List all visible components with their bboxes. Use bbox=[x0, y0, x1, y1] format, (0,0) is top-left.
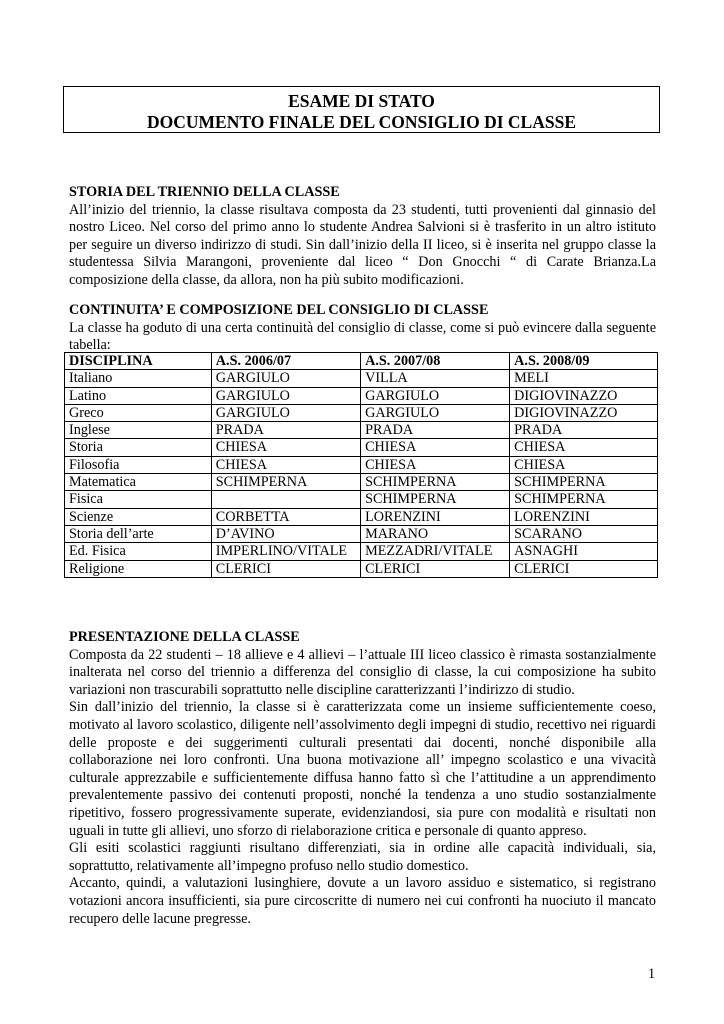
table-cell: CHIESA bbox=[510, 439, 658, 456]
document-title-box bbox=[63, 86, 660, 133]
table-row bbox=[65, 543, 658, 560]
table-row bbox=[65, 456, 658, 473]
presentazione-paragraph: Sin dall’inizio del triennio, la classe si è caratterizzata come un insieme sufficientemente coeso, motivato al lavoro scolastico, diligente nell’assolvimento degli impegni di studio, recettivo nei riguardi delle proposte e dei suggerimenti culturali presentati dai docenti, nonché disponibile alla collaborazione nei loro confronti. Una buona motivazione all’ impegno scolastico e una vivacità culturale apprezzabile e sufficientemente diffusa hanno fatto sì che l’attitudine a un apprendimento prevalentemente passivo dei contenuti proposti, nonché la tendenza a uno studio sostanzialmente ripetitivo, fossero progressivamente superate, evidenziandosi, sia pure con modalità e risultati non uguali in tutte gli allievi, uno sforzo di rielaborazione critica e personale di quanto appreso. bbox=[69, 699, 656, 839]
table-cell bbox=[211, 491, 360, 508]
table-cell: CHIESA bbox=[211, 439, 360, 456]
table-cell: MARANO bbox=[361, 525, 510, 542]
presentazione-heading: PRESENTAZIONE DELLA CLASSE bbox=[69, 629, 300, 645]
table-cell: SCHIMPERNA bbox=[211, 474, 360, 491]
table-cell: MEZZADRI/VITALE bbox=[361, 543, 510, 560]
header-cell: A.S. 2006/07 bbox=[211, 353, 360, 370]
table-cell: LORENZINI bbox=[361, 508, 510, 525]
table-cell: Fisica bbox=[65, 491, 212, 508]
table-cell: Latino bbox=[65, 387, 212, 404]
table-row bbox=[65, 387, 658, 404]
table-row bbox=[65, 525, 658, 542]
title-line-2: DOCUMENTO FINALE DEL CONSIGLIO DI CLASSE bbox=[146, 112, 576, 132]
table-cell: VILLA bbox=[361, 370, 510, 387]
table-row bbox=[65, 474, 658, 491]
table-cell: LORENZINI bbox=[510, 508, 658, 525]
table-cell: GARGIULO bbox=[361, 387, 510, 404]
table-row bbox=[65, 560, 658, 577]
table-cell: CHIESA bbox=[361, 456, 510, 473]
table-cell: SCHIMPERNA bbox=[361, 474, 510, 491]
header-cell: A.S. 2007/08 bbox=[361, 353, 510, 370]
table-cell: Storia dell’arte bbox=[65, 525, 212, 542]
storia-section bbox=[69, 184, 656, 290]
table-cell: SCHIMPERNA bbox=[361, 491, 510, 508]
header-cell: A.S. 2008/09 bbox=[510, 353, 658, 370]
table-row bbox=[65, 508, 658, 525]
table-row bbox=[65, 422, 658, 439]
table-cell: GARGIULO bbox=[361, 404, 510, 421]
table-header-row bbox=[65, 353, 658, 370]
table-cell: Scienze bbox=[65, 508, 212, 525]
table-row bbox=[65, 370, 658, 387]
page-number: 1 bbox=[648, 966, 656, 982]
table-cell: PRADA bbox=[361, 422, 510, 439]
table-cell: CHIESA bbox=[211, 456, 360, 473]
table-row bbox=[65, 404, 658, 421]
presentazione-paragraph: Gli esiti scolastici raggiunti risultano differenziati, sia in ordine alle capacità individuali, sia, soprattutto, relativamente all’impegno profuso nello studio domestico. bbox=[69, 840, 656, 874]
table-cell: Matematica bbox=[65, 474, 212, 491]
table-cell: Storia bbox=[65, 439, 212, 456]
header-cell: DISCIPLINA bbox=[65, 353, 212, 370]
table-cell: DIGIOVINAZZO bbox=[510, 404, 658, 421]
table-cell: IMPERLINO/VITALE bbox=[211, 543, 360, 560]
continuita-section bbox=[69, 302, 656, 355]
table-cell: D’AVINO bbox=[211, 525, 360, 542]
table-cell: PRADA bbox=[211, 422, 360, 439]
table-cell: CORBETTA bbox=[211, 508, 360, 525]
table-cell: ASNAGHI bbox=[510, 543, 658, 560]
table-cell: CHIESA bbox=[361, 439, 510, 456]
presentazione-section bbox=[69, 629, 656, 928]
storia-text: All’inizio del triennio, la classe risultava composta da 23 studenti, tutti provenienti dal ginnasio del nostro Liceo. Nel corso del primo anno lo studente Andrea Salvioni si è trasferito in un altro istituto per seguire un diverso indirizzo di studi. Sin dall’inizio della II liceo, si è inserita nel gruppo classe la studentessa Silvia Marangoni, proveniente dal liceo “ Don Gnocchi “ di Carate Brianza.La composizione della classe, da allora, non ha più subito modificazioni. bbox=[69, 201, 656, 288]
table-cell: CHIESA bbox=[510, 456, 658, 473]
table-cell: MELI bbox=[510, 370, 658, 387]
table-cell: CLERICI bbox=[361, 560, 510, 577]
table-body bbox=[65, 370, 658, 578]
table-row bbox=[65, 439, 658, 456]
table-cell: DIGIOVINAZZO bbox=[510, 387, 658, 404]
presentazione-paragraph: Accanto, quindi, a valutazioni lusinghiere, dovute a un lavoro assiduo e sistematico, si registrano votazioni ancora insufficienti, sia pure circoscritte di numero nei cui confronti ha nuociuto il mancato recupero delle lacune pregresse. bbox=[69, 875, 656, 927]
continuita-heading: CONTINUITA’ E COMPOSIZIONE DEL CONSIGLIO DI CLASSE bbox=[69, 302, 489, 318]
storia-heading: STORIA DEL TRIENNIO DELLA CLASSE bbox=[69, 184, 340, 200]
table-cell: Religione bbox=[65, 560, 212, 577]
continuita-text: La classe ha goduto di una certa continuità del consiglio di classe, come si può evincere dalla seguente tabella: bbox=[69, 319, 656, 354]
table-cell: Filosofia bbox=[65, 456, 212, 473]
table-cell: SCARANO bbox=[510, 525, 658, 542]
table-cell: PRADA bbox=[510, 422, 658, 439]
table-cell: GARGIULO bbox=[211, 404, 360, 421]
title-line-1: ESAME DI STATO bbox=[288, 91, 435, 111]
table-cell: Greco bbox=[65, 404, 212, 421]
table-cell: GARGIULO bbox=[211, 387, 360, 404]
table-cell: SCHIMPERNA bbox=[510, 474, 658, 491]
table-cell: Inglese bbox=[65, 422, 212, 439]
table-cell: Italiano bbox=[65, 370, 212, 387]
table-cell: CLERICI bbox=[510, 560, 658, 577]
presentazione-paragraph: Composta da 22 studenti – 18 allieve e 4 allievi – l’attuale III liceo classico è rimasta sostanzialmente inalterata nel corso del triennio a differenza del consiglio di classe, la cui composizione ha subito variazioni non trascurabili soprattutto nelle discipline caratterizzanti l’indirizzo di studio. bbox=[69, 646, 656, 698]
table-cell: CLERICI bbox=[211, 560, 360, 577]
table-cell: Ed. Fisica bbox=[65, 543, 212, 560]
table-cell: SCHIMPERNA bbox=[510, 491, 658, 508]
consiglio-table bbox=[64, 352, 658, 578]
table-row bbox=[65, 491, 658, 508]
table-cell: GARGIULO bbox=[211, 370, 360, 387]
